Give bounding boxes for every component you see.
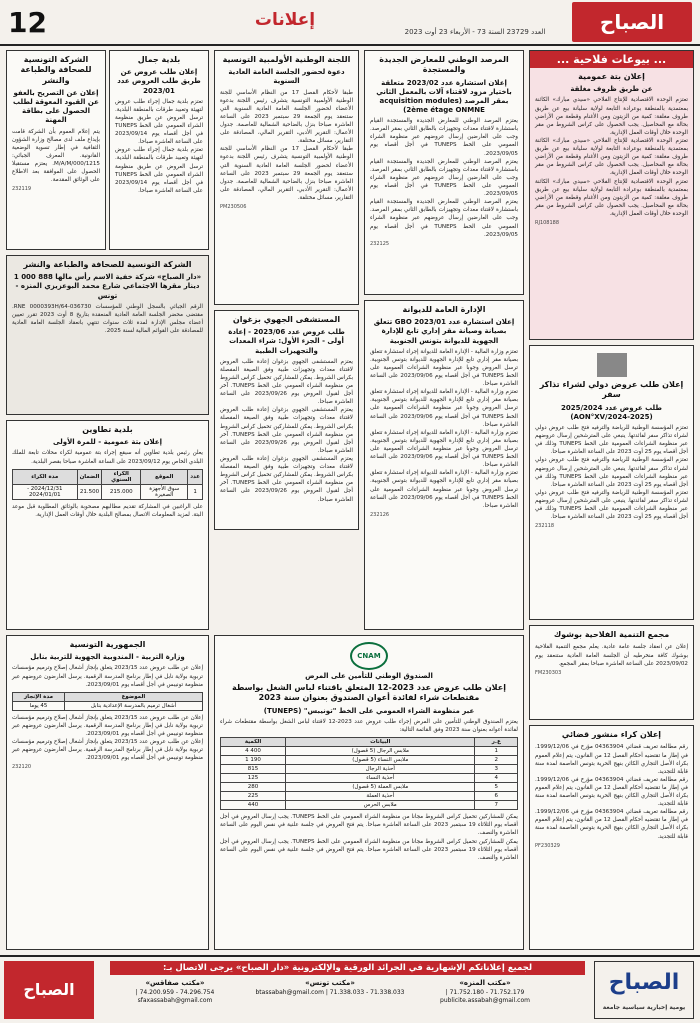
table-cell: 440 bbox=[221, 801, 286, 810]
office-tunis bbox=[255, 979, 405, 1021]
table-cell: 21.500 bbox=[77, 484, 102, 499]
table-header-row bbox=[221, 738, 518, 747]
ad-body: يتم إعلام العموم بأن الشركة قامت بإيداع ملف لدى مصالح وزارة الشؤون الثقافية في إطار تسوية الوضعية القانونية. المعرف الجبائي: 1215/M/A/M/000. يعتزم مستقبلا الحصول على الموافقة بعد الاطلاع على الوثائق المقدمة. bbox=[12, 128, 100, 184]
ad-body-extra: يعتزم المستشفى الجهوي بزغوان إعادة طلب العروض لاقتناء معدات وتجهيزات طبية وفق الصيغة المفصلة بكراس الشروط. يمكن للمشاركين تحميل كراس الشروط من منظومة الشراء العمومي على الخط TUNEPS. آخر أجل لقبول العروض يوم 2023/09/26 على الساعة العاشرة صباحا. bbox=[220, 455, 354, 503]
ad-subtitle: طلب عروض عدد 2023/06 - إعادة أولى - الجزء الأول: شراء المعدات والتجهيزات الطبية bbox=[228, 328, 345, 355]
table-header-cell: الموقع bbox=[141, 469, 188, 484]
ad-ref: 232119 bbox=[12, 186, 32, 193]
table-header-cell: مدة الكراء bbox=[13, 469, 78, 484]
cnam-tender-ad bbox=[214, 635, 524, 950]
footer-logo-tagline: يومية إخبارية سياسية جامعة bbox=[602, 1004, 686, 1011]
ad-ref: 232125 bbox=[370, 240, 390, 247]
table-cell: ملابس الرجال (5 قصول) bbox=[286, 747, 475, 756]
newspaper-logo[interactable]: الصباح bbox=[572, 2, 692, 42]
tender-ad bbox=[529, 345, 694, 620]
ad-body-extra: رقم مطالعة تعريف قضائي 04363904 مؤرخ في 1999/12/06. في إطار ما تقتضيه أحكام الفصل 12 من القانون، يتم إعلام العموم بكراء الأصل التجاري الكائن بنهج الحرية بتونس العاصمة لمدة سنة قابلة للتجديد. bbox=[535, 776, 688, 808]
ad-body: تعتزم المؤسسة الوطنية للرياضة والترفيه فتح طلب عروض دولي لشراء تذاكر سفر لفائدتها. ينبغي على المترشحين إرسال عروضهم عبر منظومة الشراءات العمومية على الخط TUNEPS وذلك في أجل أقصاه يوم 25 أوت 2023 على الساعة العاشرة صباحا. bbox=[535, 424, 688, 456]
ad-body: يمكن للمشاركين تحميل كراس الشروط مجانا من منظومة الشراء العمومي على الخط TUNEPS. يجب إرسال العروض في أجل أقصاه يوم الثلاثاء 19 سبتمبر 2023 على الساعة العاشرة صباحا. يتم فتح العروض في جلسة علنية في نفس اليوم على الساعة العاشرة والنصف. bbox=[220, 814, 518, 837]
table-header-cell: عدد bbox=[188, 469, 203, 484]
table-cell: 1 bbox=[188, 484, 203, 499]
assembly-ad bbox=[529, 625, 694, 720]
ad-body-extra: يعتزم المرصد الوطني للمعارض الجديدة والمستجدة القيام باستشارة لاقتناء معدات وتجهيزات بالطابق الثاني بمقر المرصد. وجب على العارضين إرسال عروضهم عبر منظومة الشراء العمومي على الخط TUNEPS في أجل أقصاه يوم 2023/09/05. bbox=[370, 158, 518, 198]
ad-ref: PM230506 bbox=[220, 204, 247, 211]
table-header-cell: البيانات bbox=[286, 738, 475, 747]
office-name: «مكتب تونس» bbox=[305, 979, 355, 987]
ad-body-extra: طبقا لأحكام الفصل 17 من النظام الأساسي للجنة الوطنية الأولمبية التونسية يتشرف رئيس اللجنة بدعوة الأعضاء لحضور الجلسة العامة العادية السنوية التي ستنعقد يوم الجمعة 29 سبتمبر 2023 على الساعة العاشرة صباحا بنزل بالضاحية الشمالية للعاصمة. جدول الأعمال: التقرير الأدبي، التقرير المالي، المصادقة على التقارير، مسائل مختلفة. bbox=[220, 146, 353, 201]
table-header-cell: مدة الإنجاز bbox=[13, 692, 65, 701]
ad-ref: 232120 bbox=[12, 764, 32, 771]
table-header-row bbox=[13, 469, 203, 484]
ad-body-extra: إعلان عن طلب عروض عدد 2023/15 يتعلق بإنجاز أشغال إصلاح وترميم مؤسسات تربوية بولاية نابل في إطار برنامج المدرسة الرقمية. يرسل العارضون عروضهم عبر منظومة تونيبس في أجل أقصاه يوم 2023/09/01. bbox=[12, 739, 203, 762]
column-4 bbox=[6, 50, 209, 950]
table-header-cell: الموضوع bbox=[64, 692, 202, 701]
footer-logo-right[interactable] bbox=[594, 961, 694, 1019]
cnam-table bbox=[220, 737, 518, 810]
ad-subtitle: عبر منظومة الشراء العمومي على الخط "تونيبس" (TUNEPS) bbox=[263, 706, 475, 715]
ad-body: إعلان عن طلب عروض عدد 2023/15 يتعلق بإنجاز أشغال إصلاح وترميم مؤسسات تربوية بولاية نابل في إطار برنامج المدرسة الرقمية. يرسل العارضون عروضهم عبر منظومة تونيبس في أجل أقصاه يوم 2023/09/01. bbox=[12, 665, 203, 688]
ad-body-extra: رقم مطالعة تعريف قضائي 04363904 مؤرخ في 1999/12/06. في إطار ما تقتضيه أحكام الفصل 12 من القانون، يتم إعلام العموم بكراء الأصل التجاري الكائن بنهج الحرية بتونس العاصمة لمدة سنة قابلة للتجديد. bbox=[535, 809, 688, 840]
ad-body: تعتزم الوحدة الاقتصادية للإنتاج الفلاحي «سيدي مبارك» الكائنة بمعتمدية بالمنطقة بوعرادة التابعة لولاية سليانة بيع عن طريق طروف مغلقة: كمية من الزيتون ومن الأغنام وقطعة من الأراضي بحالة مع المحاصيل. يجب الحصول على كراس الشروط من مقر الوحدة خلال أوقات العمل الإدارية. bbox=[535, 97, 688, 136]
rental-ad bbox=[529, 725, 694, 950]
table-row bbox=[13, 701, 203, 710]
office-menzah bbox=[410, 979, 560, 1021]
table-header-cell: ع.ر bbox=[475, 738, 518, 747]
ad-title: المستشفى الجهوي بزغوان bbox=[232, 315, 341, 324]
ad-subtitle: إعلان استشارة عدد 2023/02 متعلقة باختيار مزود لاقتناء آلات بالمعمل الثاني بمقر المرصد (acquisition modules 2ème étage ONMNE) bbox=[376, 78, 512, 115]
page-number: 12 bbox=[8, 6, 47, 39]
ad-title: المرصد الوطني للمعارض الجديدة والمستجدة bbox=[379, 55, 509, 75]
agri-sales-ad bbox=[529, 50, 694, 340]
ad-body-extra: تعتزم المؤسسة الوطنية للرياضة والترفيه فتح طلب عروض دولي لشراء تذاكر سفر لفائدتها. ينبغي على المترشحين إرسال عروضهم عبر منظومة الشراءات العمومية على الخط TUNEPS وذلك في أجل أقصاه يوم 25 أوت 2023 على الساعة العاشرة صباحا. bbox=[535, 457, 688, 488]
hospital-ad bbox=[214, 310, 359, 530]
office-contact: 71.752.179 - 71.752.180 | publicite.assabah@gmail.com bbox=[440, 988, 530, 1005]
office-name: «مكتب صفاقس» bbox=[145, 979, 205, 987]
table-cell: أحذية العملة bbox=[286, 792, 475, 801]
office-contact: 74.296.754 - 74.200.959 | sfaxassabah@gmail.com bbox=[135, 988, 215, 1005]
ad-body: على الراغبين في المشاركة تقديم مطالبهم مصحوبة بالوثائق المطلوبة قبل موعد البتة. لمزيد المعلومات الاتصال بمصالح البلدية خلال أوقات العمل الإدارية. bbox=[12, 503, 203, 518]
ad-header: ... بيوعات فلاحية ... bbox=[530, 51, 693, 68]
issue-info: العدد 23729 السنة 73 - الأربعاء 23 أوت 2023 bbox=[404, 28, 546, 36]
ad-body-extra: تعتزم وزارة المالية - الإدارة العامة للديوانة إجراء استشارة تتعلق بصيانة مقر إداري تابع للإدارة الجهوية للديوانة بتونس الجنوبية. ترسل العروض وجوبا عبر منظومة الشراءات العمومية على الخط TUNEPS في أجل أقصاه يوم 2023/09/06 على الساعة العاشرة صباحا. bbox=[370, 389, 518, 428]
table-cell: 6 bbox=[475, 792, 518, 801]
cnam-org-name: الصندوق الوطني للتأمين على المرض bbox=[305, 672, 433, 680]
jemmal-municipality-ad bbox=[109, 50, 209, 250]
footer-logo-text: الصباح bbox=[608, 970, 680, 995]
table-row bbox=[13, 484, 203, 499]
ad-title: الجمهورية التونسية bbox=[69, 640, 146, 649]
ad-body-extra: تعتزم وزارة المالية - الإدارة العامة للديوانة إجراء استشارة تتعلق بصيانة مقر إداري تابع للإدارة الجهوية للديوانة بتونس الجنوبية. ترسل العروض وجوبا عبر منظومة الشراءات العمومية على الخط TUNEPS في أجل أقصاه يوم 2023/09/06 على الساعة العاشرة صباحا. bbox=[370, 470, 518, 509]
table-cell: أشغال ترميم بالمدرسة الإعدادية بنابل bbox=[64, 701, 202, 710]
table-row bbox=[221, 765, 518, 774]
ad-body: يعتزم الصندوق الوطني للتأمين على المرض إجراء طلب عروض عدد 2023-12 لاقتناء لباس الشغل بواسطة مقتطعات شراء لفائدة أعوانه بعنوان سنة 2023 وفق القائمة التالية: bbox=[220, 718, 518, 734]
ad-body: إعلان عن انعقاد جلسة عامة عادية. يعلم مجمع التنمية الفلاحية بوشوك كافة منخرطيه أن الجلسة العامة العادية ستنعقد يوم 2023/09/02 على الساعة العاشرة صباحا بمقر المجمع. bbox=[535, 644, 688, 667]
ad-title: إعلان طلب عروض دولي لشراء تذاكر سفر bbox=[539, 380, 684, 400]
page-header bbox=[0, 0, 700, 46]
ad-body-extra: تعتزم وزارة المالية - الإدارة العامة للديوانة إجراء استشارة تتعلق بصيانة مقر إداري تابع للإدارة الجهوية للديوانة بتونس الجنوبية. ترسل العروض وجوبا عبر منظومة الشراءات العمومية على الخط TUNEPS في أجل أقصاه يوم 2023/09/06 على الساعة العاشرة صباحا. bbox=[370, 429, 518, 469]
ad-body-extra: يمكن للمشاركين تحميل كراس الشروط مجانا من منظومة الشراء العمومي على الخط TUNEPS. يجب إرسال العروض في أجل أقصاه يوم الثلاثاء 19 سبتمبر 2023 على الساعة العاشرة صباحا. يتم فتح العروض في جلسة علنية في نفس اليوم على الساعة العاشرة والنصف. bbox=[220, 838, 518, 861]
tataouine-municipality-ad bbox=[6, 420, 209, 630]
ad-subtitle: إعلان طلب عروض عن طريق طلب العروض عدد 2023/01 bbox=[117, 68, 201, 95]
ad-title: بلدية جمال bbox=[137, 55, 181, 64]
table-cell: أحذية الرجال bbox=[286, 765, 475, 774]
table-cell: ملابس العملة (5 قصول) bbox=[286, 783, 475, 792]
footer-logo-left[interactable]: الصباح bbox=[4, 961, 94, 1019]
ad-ref: RJ108188 bbox=[535, 220, 560, 227]
page-footer bbox=[0, 955, 700, 1023]
table-cell: 280 bbox=[221, 783, 286, 792]
table-row bbox=[221, 774, 518, 783]
ad-body: تعتزم بلدية جمال إجراء طلب عروض لتهيئة وتعبيد طرقات بالمنطقة البلدية. ترسل العروض عن طريق منظومة الشراء العمومي على الخط TUNEPS في أجل أقصاه يوم 2023/09/14 على الساعة العاشرة صباحا. bbox=[115, 98, 203, 146]
ad-title: مجمع التنمية الفلاحية بوشوك bbox=[553, 630, 670, 639]
table-cell: 45 يوما bbox=[13, 701, 65, 710]
customs-ad bbox=[364, 300, 524, 630]
ad-body: تعتزم وزارة المالية - الإدارة العامة للديوانة إجراء استشارة تتعلق بصيانة مقر إداري تابع للإدارة الجهوية للديوانة بتونس الجنوبية. ترسل العروض وجوبا عبر منظومة الشراءات العمومية على الخط TUNEPS في أجل أقصاه يوم 2023/09/06 على الساعة العاشرة صباحا. bbox=[370, 348, 518, 388]
ad-title: إعلان بتة عمومية bbox=[578, 72, 645, 81]
ad-subtitle: إعلان استشارة عدد 2023/01 GBO تتعلق بصيانة وصيانة مقر إداري تابع للإدارة الجهوية للديوانة بتونس الجنوبية bbox=[373, 318, 515, 345]
ad-ref: FM230303 bbox=[535, 669, 562, 676]
table-cell: 1 bbox=[475, 747, 518, 756]
ad-body-extra: تعتزم المؤسسة الوطنية للرياضة والترفيه فتح طلب عروض دولي لشراء تذاكر سفر لفائدتها. ينبغي على المترشحين إرسال عروضهم عبر منظومة الشراءات العمومية على الخط TUNEPS وذلك في أجل أقصاه يوم 25 أوت 2023 على الساعة العاشرة صباحا. bbox=[535, 489, 688, 521]
ad-subtitle: دعوة لحضور الجلسة العامة العادية السنوية bbox=[228, 68, 345, 86]
ad-title: إعلان طلب عروض عدد 2023-12 المتعلق باقتناء لباس الشغل بواسطة مقتطعات شراء لفائدة أعوان الصندوق بعنوان سنة 2023 bbox=[232, 683, 506, 703]
ad-body-extra: تعتزم الوحدة الاقتصادية للإنتاج الفلاحي «سيدي مبارك» الكائنة بمعتمدية بالمنطقة بوعرادة التابعة لولاية سليانة بيع عن طريق طروف مغلقة: كمية من الزيتون ومن الأغنام وقطعة من الأراضي بحالة مع المحاصيل. يجب الحصول على كراس الشروط من مقر الوحدة خلال أوقات العمل الإدارية. bbox=[535, 178, 688, 218]
table-cell: 225 bbox=[221, 792, 286, 801]
works-table bbox=[12, 692, 203, 711]
ad-body-extra: تعتزم بلدية جمال إجراء طلب عروض لتهيئة وتعبيد طرقات بالمنطقة البلدية. ترسل العروض عن طريق منظومة الشراء العمومي على الخط TUNEPS في أجل أقصاه يوم 2023/09/14 على الساعة العاشرة صباحا. bbox=[115, 147, 203, 194]
columns-area bbox=[6, 50, 694, 950]
table-cell: 125 bbox=[221, 774, 286, 783]
ad-body: الرقم الجبائي بالسجل الوطني للمؤسسات 036730-64/RNE 0000393H. مقتضى محضر الجلسة العامة العادية المنعقدة بتاريخ 8 أوت 2023 تقرر تعيين أعضاء مجلس الإدارة لمدة ثلاث سنوات تنتهي بانعقاد الجلسة العامة العادية للمصادقة على القوائم المالية لسنة 2025. bbox=[12, 303, 203, 334]
section-title: إعلانات bbox=[254, 10, 316, 30]
ad-title: الشركة التونسية للصحافة والطباعة والنشر bbox=[23, 260, 192, 269]
table-cell: 7 bbox=[475, 801, 518, 810]
table-cell: 2 bbox=[475, 756, 518, 765]
ad-body: يعتزم المرصد الوطني للمعارض الجديدة والمستجدة القيام باستشارة لاقتناء معدات وتجهيزات بالطابق الثاني بمقر المرصد. وجب على العارضين إرسال عروضهم عبر منظومة الشراء العمومي على الخط TUNEPS في أجل أقصاه يوم 2023/09/05. bbox=[370, 118, 518, 157]
press-company-ad bbox=[6, 50, 106, 250]
cnam-logo-icon: CNAM bbox=[350, 642, 388, 670]
table-cell: أحذية النساء bbox=[286, 774, 475, 783]
ad-subtitle: طلب عروض عدد 2025/2024 (AON°XV/2024-2025) bbox=[560, 403, 663, 421]
ad-subtitle: وزارة التربية - المندوبية الجهوية للتربية بنابل bbox=[30, 653, 185, 662]
table-row bbox=[221, 792, 518, 801]
column-1 bbox=[529, 50, 694, 950]
ad-ref: 232126 bbox=[370, 511, 390, 518]
table-row bbox=[221, 747, 518, 756]
table-cell: 215.000 bbox=[102, 484, 141, 499]
olympic-committee-ad bbox=[214, 50, 359, 305]
table-header-cell: الكراء السنوي bbox=[102, 469, 141, 484]
ad-title: إعلان كراء منشور قضائي bbox=[561, 730, 662, 739]
table-header-cell: الكمية bbox=[221, 738, 286, 747]
ad-body: يعلن رئيس بلدية تطاوين أنه سيقع إجراء بتة عمومية لكراء محلات تابعة للملك البلدي الخاص يوم 2023/09/12 على الساعة العاشرة صباحا بقصر البلدية. bbox=[12, 450, 203, 465]
ad-subtitle: «دار الصباح» شركة خفية الاسم رأس مالها 888 000 1 دينار مقرها الاجتماعي شارع محمد البوعزيزي المنزه - تونس bbox=[13, 273, 202, 300]
table-cell: 190 1 bbox=[221, 756, 286, 765]
ad-body: طبقا لأحكام الفصل 17 من النظام الأساسي للجنة الوطنية الأولمبية التونسية يتشرف رئيس اللجنة بدعوة الأعضاء لحضور الجلسة العامة العادية السنوية التي ستنعقد يوم الجمعة 29 سبتمبر 2023 على الساعة العاشرة صباحا بنزل بالضاحية الشمالية للعاصمة. جدول الأعمال: التقرير الأدبي، التقرير المالي، المصادقة على التقارير، مسائل مختلفة. bbox=[220, 89, 353, 145]
office-name: «مكتب المنزه» bbox=[459, 979, 511, 987]
observatory-ad bbox=[364, 50, 524, 295]
office-contact: 71.338.033 - 71.338.033 | btassabah@gmail.com bbox=[255, 988, 405, 996]
table-cell: 2024/12/31 - 2024/01/01 bbox=[13, 484, 78, 499]
table-cell: 815 bbox=[221, 765, 286, 774]
table-row bbox=[221, 756, 518, 765]
table-row bbox=[221, 783, 518, 792]
ad-subtitle: عن طريق ظروف مغلقة bbox=[570, 85, 653, 94]
ad-subtitle: إعلان عن التصريح بالعفو عن القيود المعوقة لطلب الحصول على بطاقة المهنة bbox=[13, 89, 99, 125]
dar-assabah-ad bbox=[6, 255, 209, 415]
table-header-cell: الضمان bbox=[77, 469, 102, 484]
table-row bbox=[221, 801, 518, 810]
table-cell: 5 bbox=[475, 783, 518, 792]
ad-ref: 232118 bbox=[535, 523, 555, 530]
ad-body-extra: يعتزم المستشفى الجهوي بزغوان إعادة طلب العروض لاقتناء معدات وتجهيزات طبية وفق الصيغة المفصلة بكراس الشروط. يمكن للمشاركين تحميل كراس الشروط من منظومة الشراء العمومي على الخط TUNEPS. آخر أجل لقبول العروض يوم 2023/09/26 على الساعة العاشرة صباحا. bbox=[220, 407, 354, 454]
ad-title: اللجنة الوطنية الأولمبية التونسية bbox=[222, 55, 351, 64]
auction-table bbox=[12, 469, 203, 500]
table-cell: سوق الأجهزة الصغيرة bbox=[141, 484, 188, 499]
ad-body-extra: يعتزم المرصد الوطني للمعارض الجديدة والمستجدة القيام باستشارة لاقتناء معدات وتجهيزات بالطابق الثاني بمقر المرصد. وجب على العارضين إرسال عروضهم عبر منظومة الشراء العمومي على الخط TUNEPS في أجل أقصاه يوم 2023/09/05. bbox=[370, 199, 518, 238]
ad-body: رقم مطالعة تعريف قضائي 04363904 مؤرخ في 1999/12/06. في إطار ما تقتضيه أحكام الفصل 12 من القانون، يتم إعلام العموم بكراء الأصل التجاري الكائن بنهج الحرية بتونس العاصمة لمدة سنة قابلة للتجديد. bbox=[535, 744, 688, 775]
ad-body: يعتزم المستشفى الجهوي بزغوان إعادة طلب العروض لاقتناء معدات وتجهيزات طبية وفق الصيغة المفصلة بكراس الشروط. يمكن للمشاركين تحميل كراس الشروط من منظومة الشراء العمومي على الخط TUNEPS. آخر أجل لقبول العروض يوم 2023/09/26 على الساعة العاشرة صباحا. bbox=[220, 358, 354, 406]
table-cell: 4 bbox=[475, 774, 518, 783]
ad-title: الإدارة العامة للديوانة bbox=[402, 305, 486, 314]
table-cell: ملابس الحرس bbox=[286, 801, 475, 810]
education-ministry-ad bbox=[6, 635, 209, 950]
ad-title: بلدية تطاوين bbox=[82, 425, 133, 434]
ad-title: الشركة التونسية للصحافة والطباعة والنشر bbox=[20, 55, 92, 85]
ad-body-extra: إعلان عن طلب عروض عدد 2023/15 يتعلق بإنجاز أشغال إصلاح وترميم مؤسسات تربوية بولاية نابل في إطار برنامج المدرسة الرقمية. يرسل العارضون عروضهم عبر منظومة تونيبس في أجل أقصاه يوم 2023/09/01. bbox=[12, 714, 203, 738]
footer-contact-bar: لجميع إعلاناتكم الإشهارية في الجرائد الورقية والإلكترونية «دار الصباح» يرجى الاتصال بـ: bbox=[110, 961, 585, 975]
ad-subtitle: إعلان بتة عمومية - للمرة الأولى bbox=[53, 438, 162, 447]
table-cell: 400 4 bbox=[221, 747, 286, 756]
table-cell: 3 bbox=[475, 765, 518, 774]
logo-icon bbox=[597, 353, 627, 377]
office-sfax bbox=[100, 979, 250, 1021]
ad-body-extra: تعتزم الوحدة الاقتصادية للإنتاج الفلاحي «سيدي مبارك» الكائنة بمعتمدية بالمنطقة بوعرادة التابعة لولاية سليانة بيع عن طريق طروف مغلقة: كمية من الزيتون ومن الأغنام وقطعة من الأراضي بحالة مع المحاصيل. يجب الحصول على كراس الشروط من مقر الوحدة خلال أوقات العمل الإدارية. bbox=[535, 138, 688, 177]
ad-ref: PF230329 bbox=[535, 842, 560, 849]
table-cell: ملابس النساء (5 قصول) bbox=[286, 756, 475, 765]
table-header-row bbox=[13, 692, 203, 701]
